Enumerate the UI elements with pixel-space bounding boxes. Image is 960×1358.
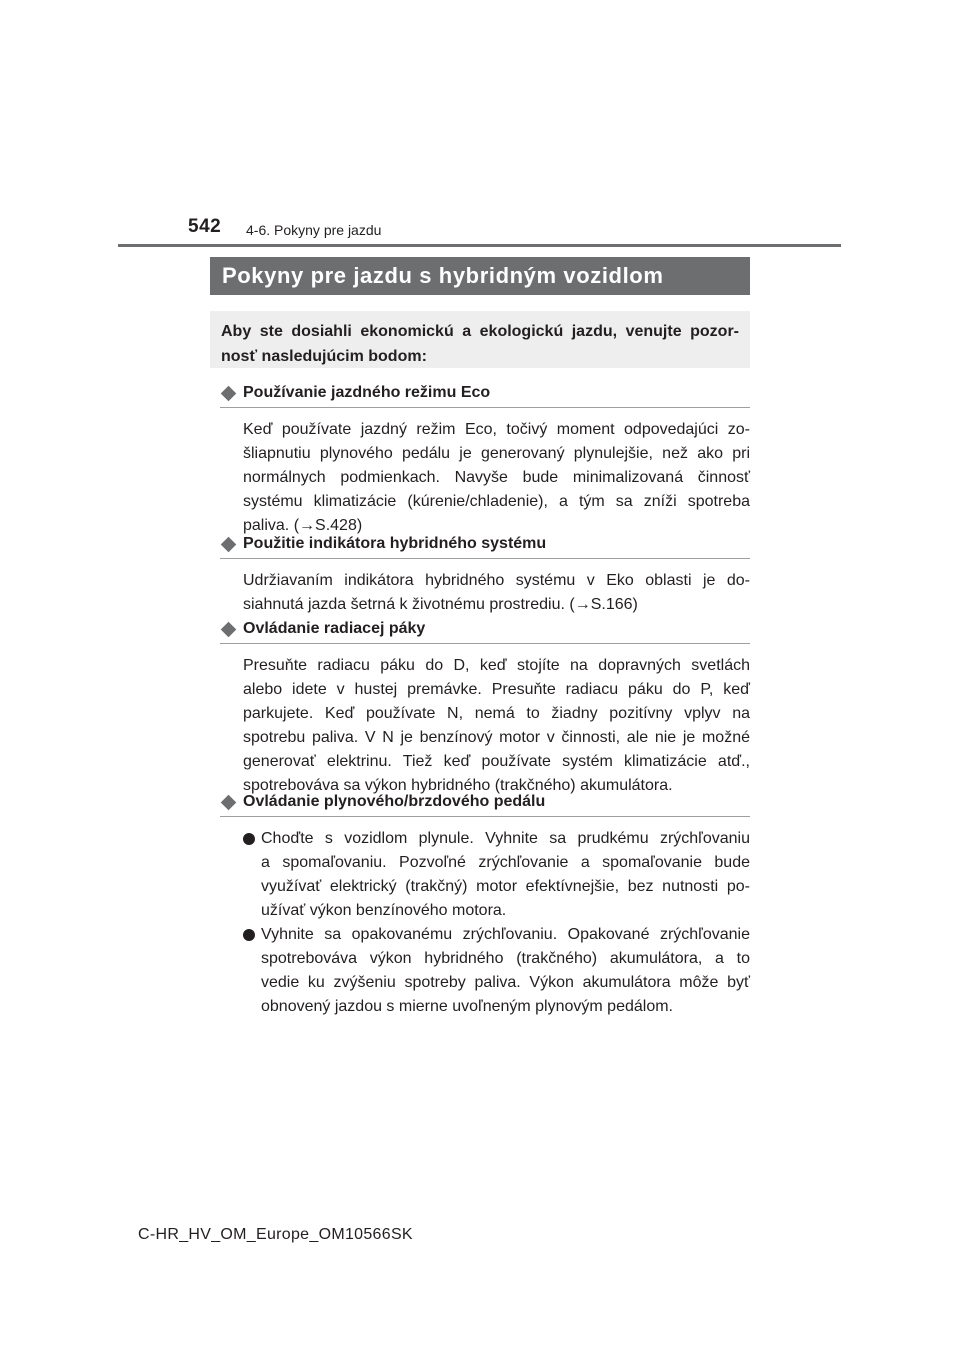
section-heading [220, 617, 750, 644]
body-line: Choďte s vozidlom plynule. Vyhnite sa prudkému zrýchľovaniu [261, 830, 750, 847]
section-heading [220, 381, 750, 408]
section-pedal-control [220, 790, 750, 1019]
section-heading [220, 790, 750, 817]
diamond-bullet-icon [221, 385, 237, 401]
body-line: Presuňte radiacu páku do D, keď stojíte na dopravných svetlách [243, 657, 750, 674]
section-body [243, 418, 750, 538]
section-eco-mode [220, 381, 750, 538]
section-heading-text: Používanie jazdného režimu Eco [243, 384, 491, 401]
body-line: spotrebu paliva. V N je benzínový motor v činnosti, ale nie je možné [243, 729, 750, 746]
body-line: vedie ku zvýšeniu spotreby paliva. Výkon akumulátora môže byť [261, 974, 750, 991]
section-body [243, 654, 750, 798]
page-title: Pokyny pre jazdu s hybridným vozidlom [222, 263, 664, 288]
list-item [243, 923, 750, 1019]
body-line: spotrebováva výkon hybridného (trakčného) akumulátora, a to [261, 950, 750, 967]
body-line: Keď používate jazdný režim Eco, točivý moment odpovedajúci zo- [243, 421, 750, 438]
section-hybrid-indicator [220, 532, 750, 617]
body-line: paliva. (→S.428) [243, 517, 363, 534]
body-line: generovať elektrinu. Tiež keď používate systém klimatizácie atď., [243, 753, 750, 770]
document-footer-code: C-HR_HV_OM_Europe_OM10566SK [138, 1226, 413, 1243]
body-line: Vyhnite sa opakovanému zrýchľovaniu. Opakované zrýchľovanie [261, 926, 750, 943]
section-heading-text: Ovládanie plynového/brzdového pedálu [243, 793, 546, 810]
section-heading-text: Použitie indikátora hybridného systému [243, 535, 547, 552]
round-bullet-icon [243, 833, 255, 845]
intro-text-line2: nosť nasledujúcim bodom: [221, 348, 427, 365]
body-line: Udržiavaním indikátora hybridného systému v Eko oblasti je do- [243, 572, 750, 589]
section-heading-text: Ovládanie radiacej páky [243, 620, 426, 637]
title-bar [210, 257, 750, 295]
section-shift-lever [220, 617, 750, 798]
intro-box [210, 311, 750, 368]
intro-text-line1: Aby ste dosiahli ekonomickú a ekologickú jazdu, venujte pozor- [221, 323, 739, 340]
section-label: 4-6. Pokyny pre jazdu [246, 222, 382, 238]
body-line: systému klimatizácie (kúrenie/chladenie), a tým sa zníži spotreba [243, 493, 750, 510]
body-line: spotrebováva sa výkon hybridného (trakčného) akumulátora. [243, 777, 673, 794]
section-body [243, 569, 750, 617]
diamond-bullet-icon [221, 536, 237, 552]
body-line: alebo idete v hustej premávke. Presuňte radiacu páku do P, keď [243, 681, 750, 698]
body-line: užívať výkon benzínového motora. [261, 902, 507, 919]
body-line: parkujete. Keď používate N, nemá to žiadny pozitívny vplyv na [243, 705, 750, 722]
diamond-bullet-icon [221, 621, 237, 637]
section-heading [220, 532, 750, 559]
round-bullet-icon [243, 929, 255, 941]
page-number: 542 [188, 216, 222, 237]
body-line: normálnych podmienkach. Navyše bude minimalizovaná činnosť [243, 469, 750, 486]
body-line: šliapnutiu plynového pedálu je generovaný plynulejšie, než ako pri [243, 445, 750, 462]
body-line: siahnutá jazda šetrná k životnému prostrediu. (→S.166) [243, 596, 638, 613]
body-line: a spomaľovaniu. Pozvoľné zrýchľovanie a spomaľovanie bude [261, 854, 750, 871]
header-rule [118, 244, 841, 247]
body-line: obnovený jazdou s mierne uvoľneným plynovým pedálom. [261, 998, 673, 1015]
list-item [243, 827, 750, 923]
section-body [243, 827, 750, 1019]
body-line: využívať elektrický (trakčný) motor efektívnejšie, bez nutnosti po- [261, 878, 750, 895]
diamond-bullet-icon [221, 794, 237, 810]
